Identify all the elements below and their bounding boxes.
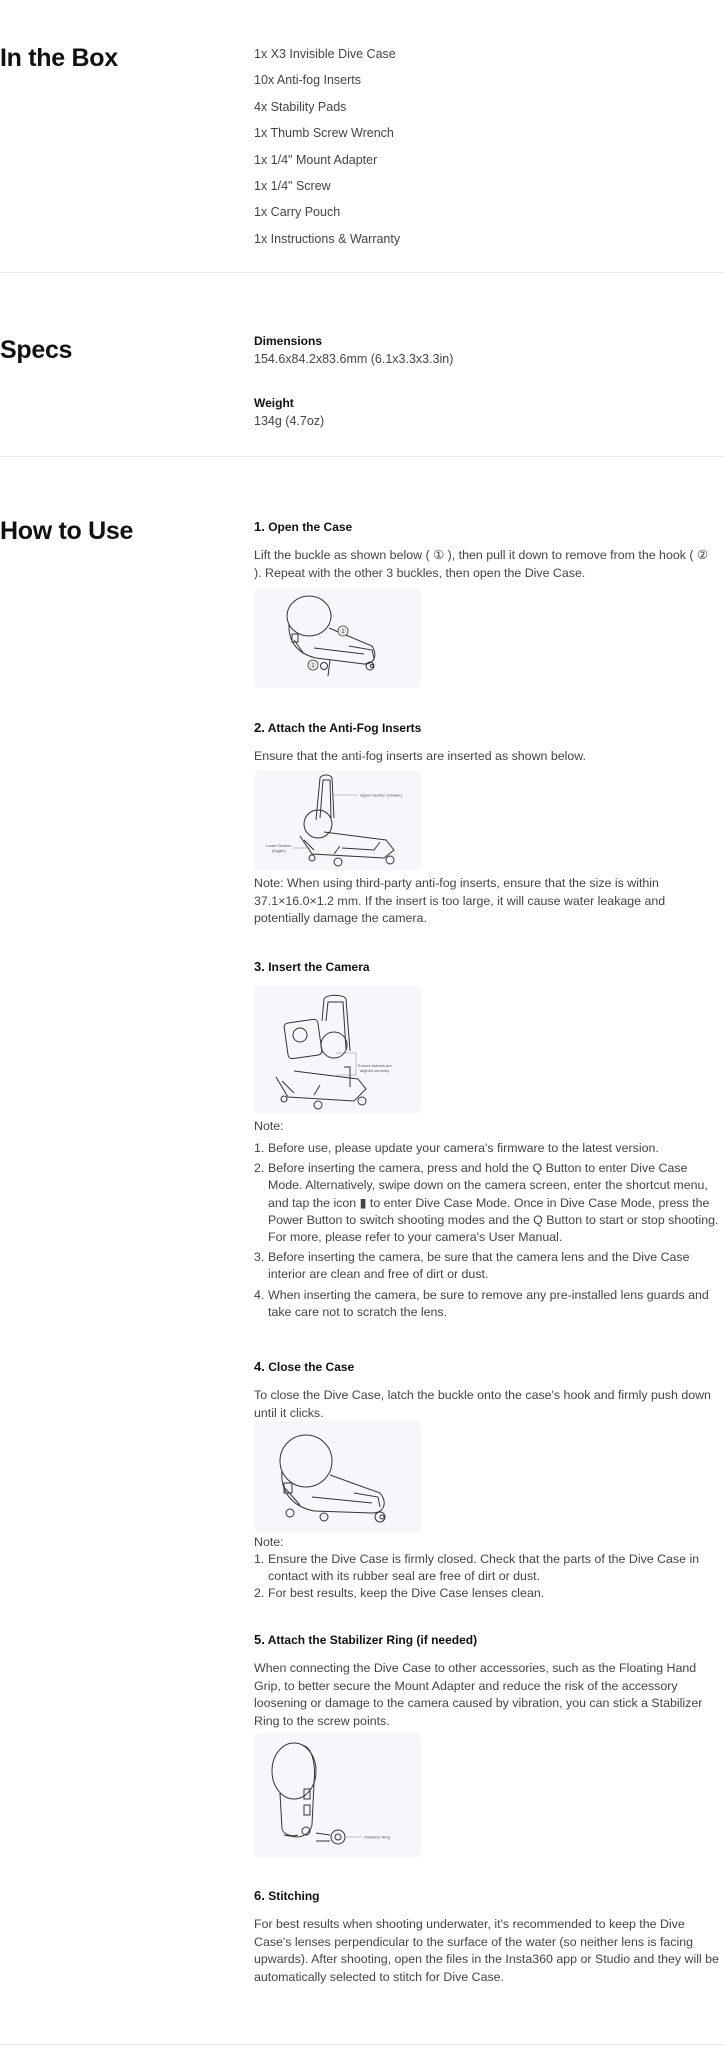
anti-fog-drawing — [254, 770, 421, 871]
step-2-note: Note: When using third-party anti-fog inserts, ensure that the size is within 37.1×16.0×1.2 mm. If the insert is too large, it will cause water leakage and potentially damage the camera. — [254, 876, 666, 925]
specs-section — [0, 273, 725, 456]
note-text: Before inserting the camera, be sure that the camera lens and the Dive Case interior are clean and free of dirt or dust. — [268, 1250, 690, 1282]
section-divider — [0, 2044, 725, 2045]
step-4-title — [254, 1359, 354, 1374]
close-case-drawing — [254, 1421, 421, 1533]
step-6-title — [254, 1888, 320, 1903]
list-item: 2. For best results, keep the Dive Case lenses clean. — [254, 1586, 545, 1601]
step-number: 6. — [254, 1888, 265, 1903]
list-item: 1x Instructions & Warranty — [254, 231, 401, 246]
box-items-list — [254, 47, 714, 258]
callout-1: ① — [309, 662, 317, 670]
note-text: Before inserting the camera, press and hold the Q Button to enter Dive Case Mode. Alternatively, swipe down on the camera screen, enter the shortcut menu, and tap the icon ▮ to enter Dive Case Mode. Once in Dive Case Mode, press the Power Button to switch shooting modes and the Q Button to start or stop shooting. For more, please refer to your camera's User Manual. — [268, 1161, 719, 1245]
anti-fog-illustration — [254, 770, 421, 871]
step-5-title — [254, 1632, 477, 1647]
stabilizer-ring-label: Stabilizer Ring — [364, 1834, 390, 1840]
lower-section-label: Lower Section — [266, 843, 292, 848]
list-item: 4. When inserting the camera, be sure to remove any pre-installed lens guards and take care not to scratch the lens. — [254, 1287, 709, 1319]
step-2-text: Ensure that the anti-fog inserts are inserted as shown below. — [254, 749, 586, 763]
step-number: 5. — [254, 1632, 265, 1647]
dimensions-value: 154.6x84.2x83.6mm (6.1x3.3x3.3in) — [254, 352, 454, 366]
align-buttons-label: Ensure buttons are — [358, 1063, 392, 1068]
step-number: 3. — [254, 959, 265, 974]
step-number: 2. — [254, 720, 265, 735]
note-text: Ensure the Dive Case is firmly closed. Check that the parts of the Dive Case in contact with its rubber seal are free of dirt or dust. — [268, 1552, 700, 1584]
list-item: 1x Carry Pouch — [254, 205, 341, 220]
step-5-text: When connecting the Dive Case to other accessories, such as the Floating Hand Grip, to better secure the Mount Adapter and reduce the risk of the accessory loosening or damage to the camera caused by vibration, you can stick a Stabilizer Ring to the screw points. — [254, 1661, 703, 1728]
insert-camera-drawing — [254, 985, 421, 1114]
list-item: 10x Anti-fog Inserts — [254, 73, 362, 88]
note-text: For best results, keep the Dive Case lenses clean. — [268, 1586, 545, 1601]
step-label: Attach the Stabilizer Ring (if needed) — [267, 1633, 478, 1647]
specs-title: Specs — [0, 336, 73, 364]
step-number: 1. — [254, 519, 265, 534]
step-4-note-label: Note: — [254, 1535, 284, 1549]
step-3-notes — [254, 1140, 719, 1324]
align-buttons-label-sub: aligned correctly — [360, 1068, 390, 1073]
list-item: 3. Before inserting the camera, be sure that the camera lens and the Dive Case interior are clean and free of dirt or dust. — [254, 1250, 690, 1282]
note-text: Before use, please update your camera's firmware to the latest version. — [268, 1141, 659, 1155]
step-1-text: Lift the buckle as shown below ( ① ), then pull it down to remove from the hook ( ② ). Repeat with the other 3 buckles, then open the Dive Case. — [254, 548, 709, 580]
specs-list — [254, 333, 714, 429]
lower-section-label-sub: (bigger) — [272, 848, 286, 853]
list-item: 1. Before use, please update your camera's firmware to the latest version. — [254, 1141, 659, 1155]
step-1-title — [254, 519, 352, 534]
step-label: Open the Case — [268, 520, 353, 534]
dimensions-label: Dimensions — [254, 334, 323, 348]
list-item: 2. Before inserting the camera, press and hold the Q Button to enter Dive Case Mode. Alternatively, swipe down on the camera screen, enter the shortcut menu, and tap the icon ▮ to enter Dive Case Mode. Once in Dive Case Mode, press the Power Button to switch shooting modes and the Q Button to start or stop shooting. For more, please refer to your camera's User Manual. — [254, 1161, 719, 1245]
step-3-note-label: Note: — [254, 1119, 284, 1133]
step-4-text: To close the Dive Case, latch the buckle onto the case's hook and firmly push down until it clicks. — [254, 1388, 711, 1420]
close-case-illustration — [254, 1421, 421, 1533]
upper-section-label: Upper Section (smaller) — [360, 792, 403, 798]
list-item: 4x Stability Pads — [254, 99, 347, 114]
list-item: 1x 1/4" Screw — [254, 178, 331, 193]
step-number: 4. — [254, 1359, 265, 1374]
open-case-illustration — [254, 588, 421, 688]
list-item: 1. Ensure the Dive Case is firmly closed. Check that the parts of the Dive Case in contact with its rubber seal are free of dirt or dust. — [254, 1552, 700, 1584]
step-label: Stitching — [268, 1889, 320, 1903]
open-case-callouts — [254, 588, 421, 688]
list-item: 1x X3 Invisible Dive Case — [254, 47, 396, 61]
stabilizer-ring-illustration — [254, 1733, 421, 1858]
step-label: Insert the Camera — [268, 960, 370, 974]
weight-label: Weight — [254, 396, 294, 410]
weight-value: 134g (4.7oz) — [254, 414, 325, 428]
note-text: When inserting the camera, be sure to remove any pre-installed lens guards and take care not to scratch the lens. — [268, 1287, 709, 1319]
callout-2: ② — [339, 628, 347, 636]
step-4-notes — [254, 1551, 719, 1603]
list-item: 1x 1/4" Mount Adapter — [254, 152, 378, 167]
step-label: Attach the Anti-Fog Inserts — [267, 721, 422, 735]
list-item: 1x Thumb Screw Wrench — [254, 126, 394, 141]
step-2-title — [254, 720, 421, 735]
in-the-box-title: In the Box — [0, 44, 118, 72]
insert-camera-illustration — [254, 985, 421, 1114]
section-divider — [0, 456, 725, 457]
step-label: Close the Case — [268, 1360, 355, 1374]
stabilizer-ring-drawing — [254, 1733, 421, 1858]
step-3-title — [254, 959, 370, 974]
step-6-text: For best results when shooting underwater, it's recommended to keep the Dive Case's lenses perpendicular to the surface of the water (so neither lens is facing upwards). After shooting, open the files in the Insta360 app or Studio and they will be automatically selected to stitch for Dive Case. — [254, 1917, 719, 1984]
how-to-use-title: How to Use — [0, 517, 134, 545]
in-the-box-section — [0, 0, 725, 272]
